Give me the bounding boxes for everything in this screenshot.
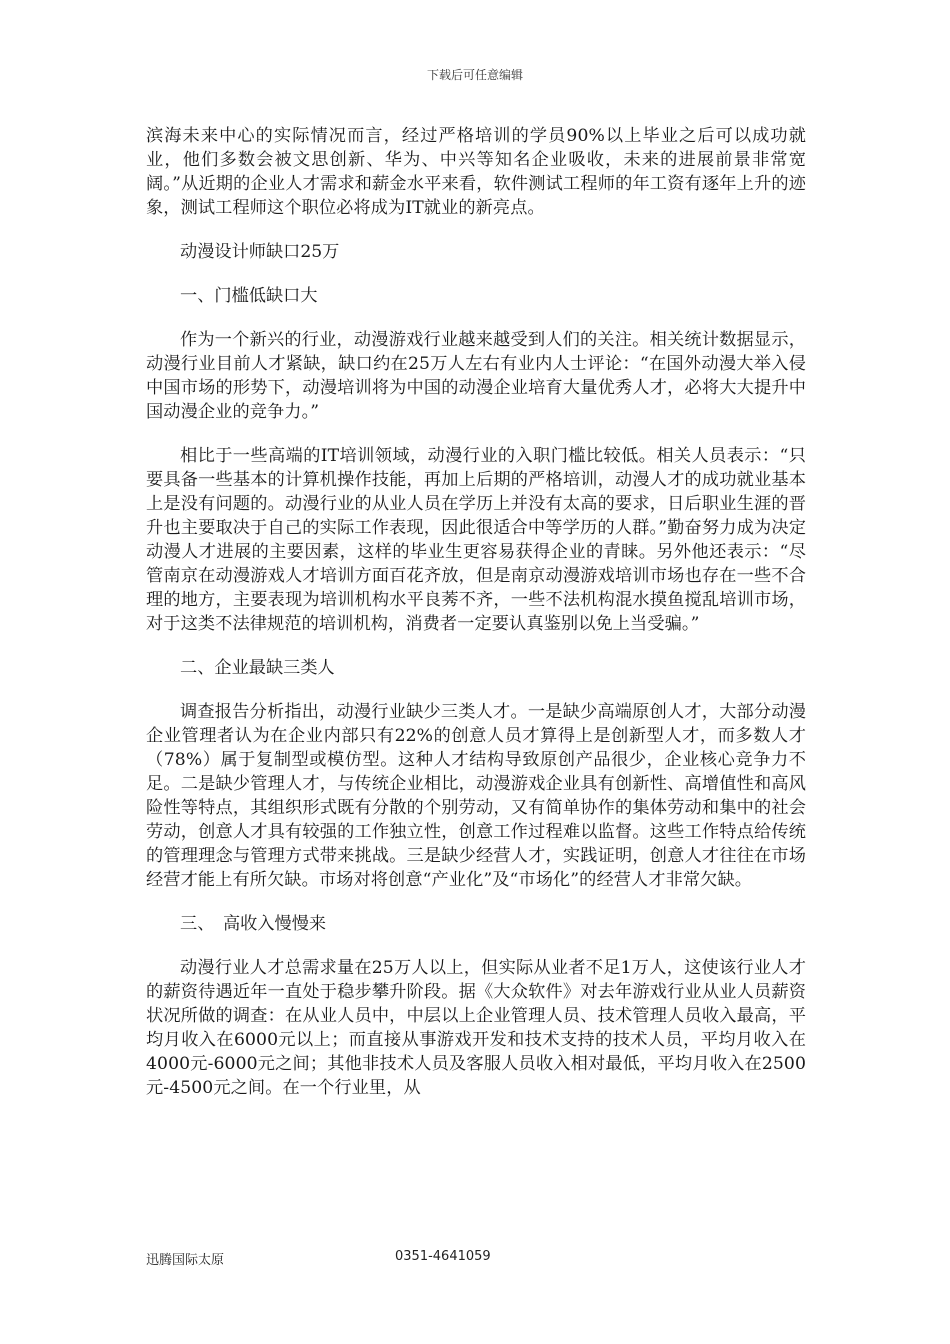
paragraph-4: 动漫行业人才总需求量在25万人以上，但实际从业者不足1万人，这使该行业人才的薪资待遇近年一直处于稳步攀升阶段。据《大众软件》对去年游戏行业从业人员薪资状况所做的调查：在从业人员中，中层以上企业管理人员、技术管理人员收入最高，平均月收入在6000元以上；而直接从事游戏开发和技术支持的技术人员，平均月收入在4000元-6000元之间；其他非技术人员及客服人员收入相对最低，平均月收入在2500元-4500元之间。在一个行业里，从 bbox=[146, 958, 806, 1098]
subsection-heading-2: 二、企业最缺三类人 bbox=[180, 658, 335, 678]
paragraph-continued: 滨海未来中心的实际情况而言，经过严格培训的学员90%以上毕业之后可以成功就业，他们多数会被文思创新、华为、中兴等知名企业吸收，未来的进展前景非常宽阔。”从近期的企业人才需求和薪金水平来看，软件测试工程师的年工资有逐年上升的迹象，测试工程师这个职位必将成为IT就业的新亮点。 bbox=[146, 126, 806, 218]
section-title: 动漫设计师缺口25万 bbox=[180, 242, 340, 262]
footer-phone: 0351-4641059 bbox=[395, 1249, 491, 1264]
paragraph-1: 作为一个新兴的行业，动漫游戏行业越来越受到人们的关注。相关统计数据显示，动漫行业目前人才紧缺，缺口约在25万人左右有业内人士评论：“在国外动漫大举入侵中国市场的形势下，动漫培训将为中国的动漫企业培育大量优秀人才，必将大大提升中国动漫企业的竞争力。” bbox=[146, 330, 806, 422]
subsection-heading-3: 三、 高收入慢慢来 bbox=[180, 914, 327, 934]
subsection-heading-1: 一、门槛低缺口大 bbox=[180, 286, 318, 306]
page-header-note: 下载后可任意编辑 bbox=[426, 68, 523, 82]
document-body bbox=[146, 124, 806, 1100]
paragraph-2: 相比于一些高端的IT培训领域，动漫行业的入职门槛比较低。相关人员表示：“只要具备一些基本的计算机操作技能，再加上后期的严格培训，动漫人才的成功就业基本上是没有问题的。动漫行业的从业人员在学历上并没有太高的要求，日后职业生涯的晋升也主要取决于自己的实际工作表现，因此很适合中等学历的人群。”勤奋努力成为决定动漫人才进展的主要因素，这样的毕业生更容易获得企业的青睐。另外他还表示：“尽管南京在动漫游戏人才培训方面百花齐放，但是南京动漫游戏培训市场也存在一些不合理的地方，主要表现为培训机构水平良莠不齐，一些不法机构混水摸鱼搅乱培训市场，对于这类不法律规范的培训机构，消费者一定要认真鉴别以免上当受骗。” bbox=[146, 446, 806, 634]
paragraph-3: 调查报告分析指出，动漫行业缺少三类人才。一是缺少高端原创人才，大部分动漫企业管理者认为在企业内部只有22%的创意人员才算得上是创新型人才，而多数人才（78%）属于复制型或模仿型。这种人才结构导致原创产品很少，企业核心竞争力不足。二是缺少管理人才，与传统企业相比，动漫游戏企业具有创新性、高增值性和高风险性等特点，其组织形式既有分散的个别劳动，又有简单协作的集体劳动和集中的社会劳动，创意人才具有较强的工作独立性，创意工作过程难以监督。这些工作特点给传统的管理理念与管理方式带来挑战。三是缺少经营人才，实践证明，创意人才往往在市场经营才能上有所欠缺。市场对将创意“产业化”及“市场化”的经营人才非常欠缺。 bbox=[146, 702, 806, 890]
footer-company: 迅腾国际太原 bbox=[146, 1253, 225, 1268]
